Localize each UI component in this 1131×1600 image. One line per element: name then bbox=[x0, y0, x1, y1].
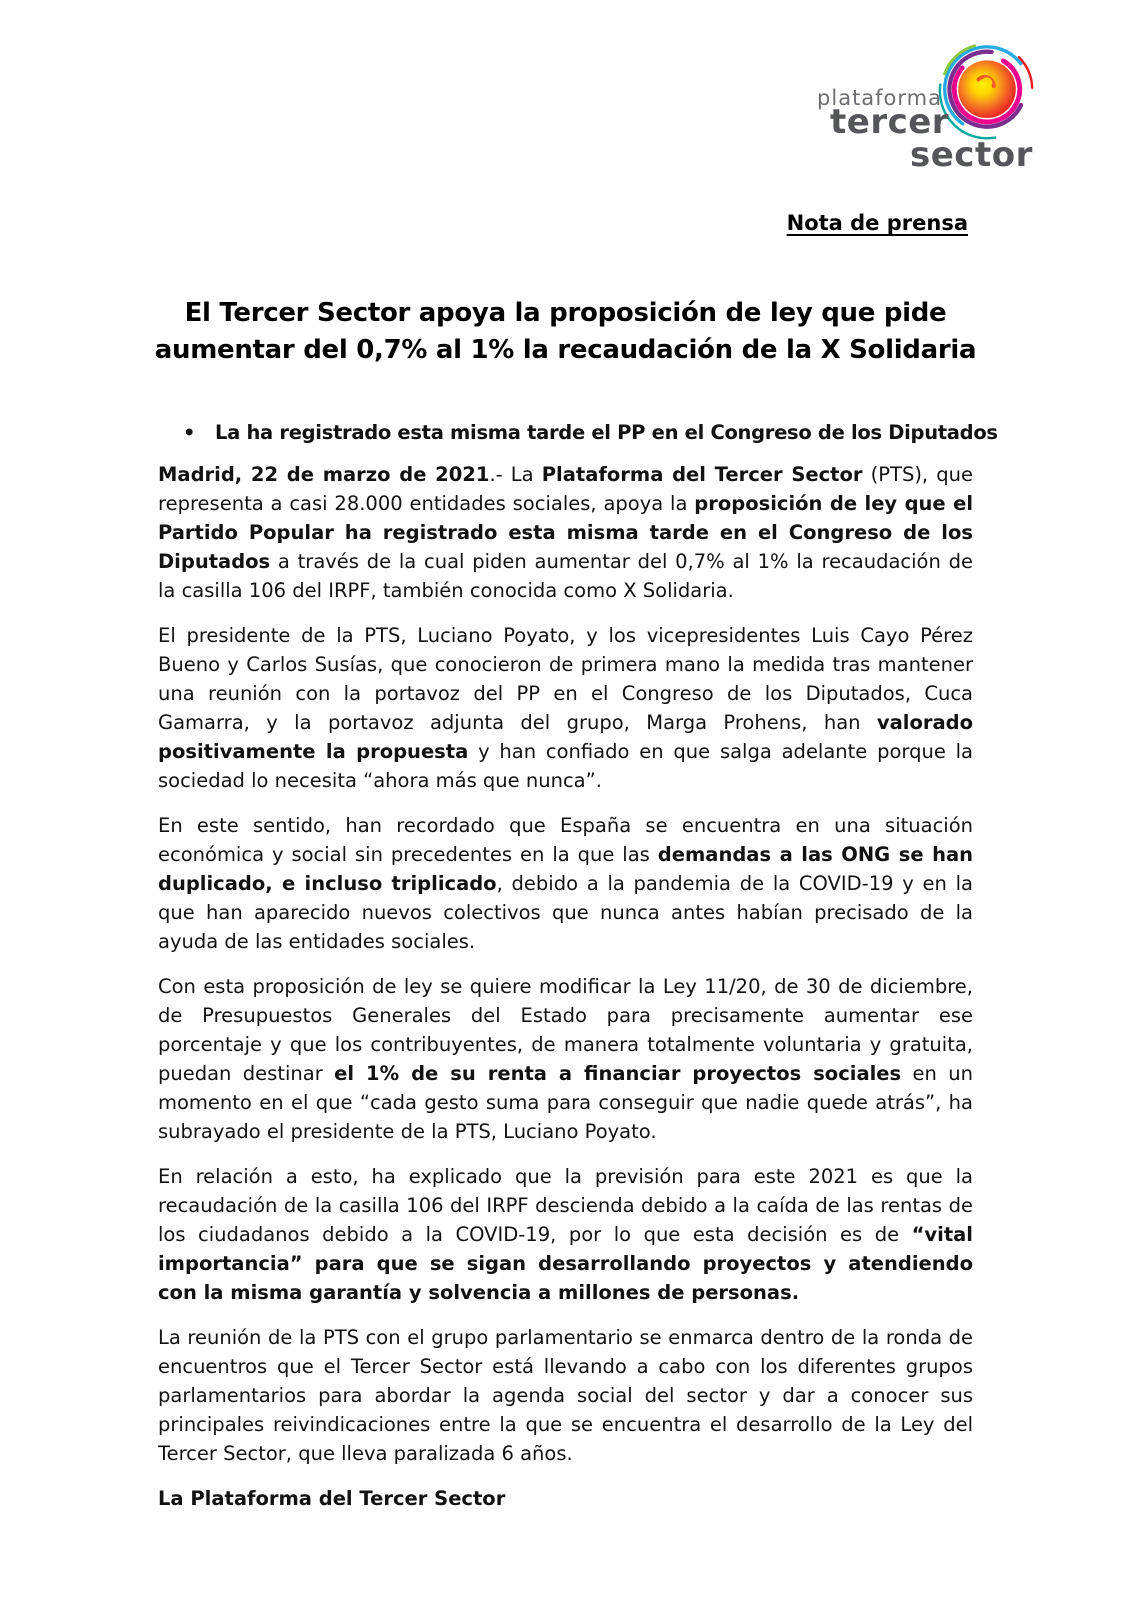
press-note-label: Nota de prensa bbox=[786, 211, 968, 235]
bullet-item bbox=[158, 418, 998, 447]
logo-text-tercer: tercer bbox=[830, 102, 950, 142]
bullet-text: La ha registrado esta misma tarde el PP en el Congreso de los Diputados bbox=[215, 421, 998, 444]
article-body bbox=[158, 418, 998, 1529]
paragraph-law-modification: Con esta proposición de ley se quiere modificar la Ley 11/20, de 30 de diciembre, de Presupuestos Generales del Estado para precisamente aumentar ese porcentaje y que los contribuyentes, de manera totalmente voluntaria y gratuita, puedan destinar el 1% de su renta a financiar proyectos sociales en un momento en el que “cada gesto suma para conseguir que nadie quede atrás”, ha subrayado el presidente de la PTS, Luciano Poyato. bbox=[158, 975, 973, 1143]
paragraph-president-meeting: El presidente de la PTS, Luciano Poyato, y los vicepresidentes Luis Cayo Pérez Bueno y Carlos Susías, que conocieron de primera mano la medida tras mantener una reunión con la portavoz del PP en el Congreso de los Diputados, Cuca Gamarra, y la portavoz adjunta del grupo, Marga Prohens, han valorado positivamente la propuesta y han confiado en que salga adelante porque la sociedad lo necesita “ahora más que nunca”. bbox=[158, 624, 974, 792]
logo-text-plataforma: plataforma bbox=[817, 86, 942, 110]
organization-logo bbox=[800, 40, 1045, 175]
paragraph-context-ong: En este sentido, han recordado que España se encuentra en una situación económica y social sin precedentes en la que las demandas a las ONG se han duplicado, e incluso triplicado, debido a la pandemia de la COVID-19 y en la que han aparecido nuevos colectivos que nunca antes habían precisado de la ayuda de las entidades sociales. bbox=[158, 814, 973, 953]
paragraph-dateline-intro: Madrid, 22 de marzo de 2021.- La Plataforma del Tercer Sector (PTS), que representa a casi 28.000 entidades sociales, apoya la proposición de ley que el Partido Popular ha registrado esta misma tarde en el Congreso de los Diputados a través de la cual piden aumentar del 0,7% al 1% la recaudación de la casilla 106 del IRPF, también conocida como X Solidaria. bbox=[158, 463, 974, 602]
title-line-1: El Tercer Sector apoya la proposición de ley que pide bbox=[184, 298, 947, 328]
bullet-icon: • bbox=[183, 421, 196, 444]
logo-text-sector: sector bbox=[910, 135, 1033, 175]
page-title bbox=[0, 295, 1131, 369]
title-line-2: aumentar del 0,7% al 1% la recaudación de la X Solidaria bbox=[154, 335, 977, 365]
closing-heading: La Plataforma del Tercer Sector bbox=[158, 1487, 506, 1510]
paragraph-forecast-2021: En relación a esto, ha explicado que la previsión para este 2021 es que la recaudación de la casilla 106 del IRPF descienda debido a la caída de las rentas de los ciudadanos debido a la COVID-19, por lo que esta decisión es de “vital importancia” para que se sigan desarrollando proyectos y atendiendo con la misma garantía y solvencia a millones de personas. bbox=[158, 1165, 973, 1304]
logo-spiral-icon bbox=[937, 40, 1037, 148]
paragraph-parliamentary-rounds: La reunión de la PTS con el grupo parlamentario se enmarca dentro de la ronda de encuentros que el Tercer Sector está llevando a cabo con los diferentes grupos parlamentarios para abordar la agenda social del sector y dar a conocer sus principales reivindicaciones entre la que se encuentra el desarrollo de la Ley del Tercer Sector, que lleva paralizada 6 años. bbox=[158, 1326, 973, 1465]
